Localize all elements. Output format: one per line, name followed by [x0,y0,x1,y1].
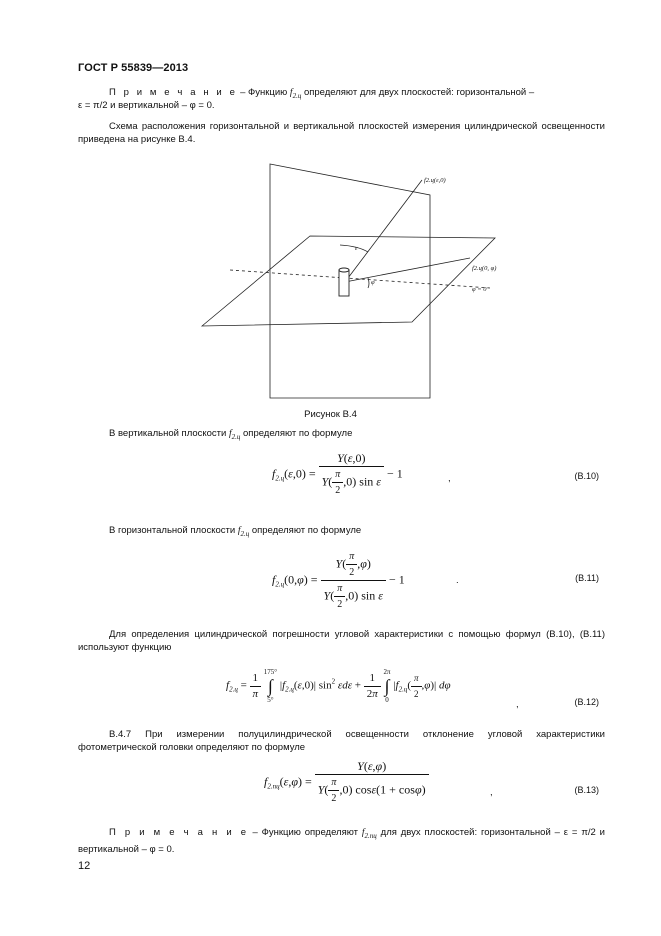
epsilon-arc [340,245,368,252]
label-phi: φ [371,279,375,286]
vector-vertical [345,180,422,282]
function-name: $f_{2.ц}$ [289,88,302,100]
comma: , [516,699,519,710]
equation-b11: $f_{2.ц}(0,\varphi)$ = Y( $\frac{\pi}{2}$ ,φ) Y( $\frac{\pi}{2}$ ,0) sin ε − 1 [272,551,405,610]
paragraph-horizontal: В горизонтальной плоскости $f_{2.ц}$ определяют по формуле [109,525,362,538]
document-header: ГОСТ Р 55839—2013 [78,62,189,74]
paragraph-scheme: Схема расположения горизонтальной и вертикальной плоскостей измерения цилиндрической освещенности приведена на рисунке В.4. [78,121,605,145]
label-epsilon: ε [355,245,358,252]
label-right-vector: f2.ц(0, φ) [472,265,497,272]
dot: . [456,575,459,586]
label-top-vector: f2.ц(ε,0) [424,177,446,184]
equation-number-b10: (В.10) [574,471,599,481]
page-number: 12 [78,860,91,872]
paragraph-b47: В.4.7 При измерении полуцилиндрической освещенности отклонение угловой характеристики фотометрической головки определяют по формуле [78,729,605,753]
label-phi-zero: φ = 0 [472,286,487,293]
equation-number-b11: (В.11) [575,573,599,583]
equation-b13: $f_{2.пц}(\varepsilon,\varphi)$ = Y(ε,φ) Y( $\frac{\pi}{2}$ ,0) cosε(1 + cosφ) [264,760,429,805]
equation-number-b13: (В.13) [574,785,599,795]
equation-b10: $f_{2.ц}(\varepsilon,0)$ = Y(ε,0) Y( $\frac{\pi}{2}$ ,0) sin ε − 1 [272,451,403,496]
comma: , [448,473,451,484]
paragraph-function: Для определения цилиндрической погрешности угловой характеристики с помощью формул (В.10), (В.11) используют функцию [78,629,605,653]
vector-horizontal [345,258,470,282]
equation-number-b12: (В.12) [574,697,599,707]
note-1-line2: ε = π/2 и вертикальной – φ = 0. [78,100,215,111]
cylinder [339,268,349,296]
note-text: – Функцию [237,87,290,98]
note-text: определяют для двух плоскостей: горизонтальной – [301,87,535,98]
equation-b12: $f_{2.ц}$ = $\frac{1}{\pi}$ 175° ∫ 5° $|f_{2.ц}(\varepsilon,0)|$ $\sin^2 \varepsilon d\varepsilon$ + $\frac{1}{2\pi}$ 2π ∫ 0 $|f_{2.ц}$( $\frac{\pi}{2}$ ,φ)| dφ [226,668,451,704]
figure-b4 [190,160,510,400]
note-2: П р и м е ч а н и е – Функцию определяют $f_{2.пц}$ для двух плоскостей: горизонтальной – ε = π/2 и вертикальной – φ = 0. [78,827,605,855]
paragraph-vertical: В вертикальной плоскости $f_{2.ц}$ определяют по формуле [109,428,353,441]
note-label: П р и м е ч а н и е [109,87,238,98]
phi-arc [368,278,369,288]
figure-caption: Рисунок В.4 [304,409,357,420]
comma: , [490,787,493,798]
